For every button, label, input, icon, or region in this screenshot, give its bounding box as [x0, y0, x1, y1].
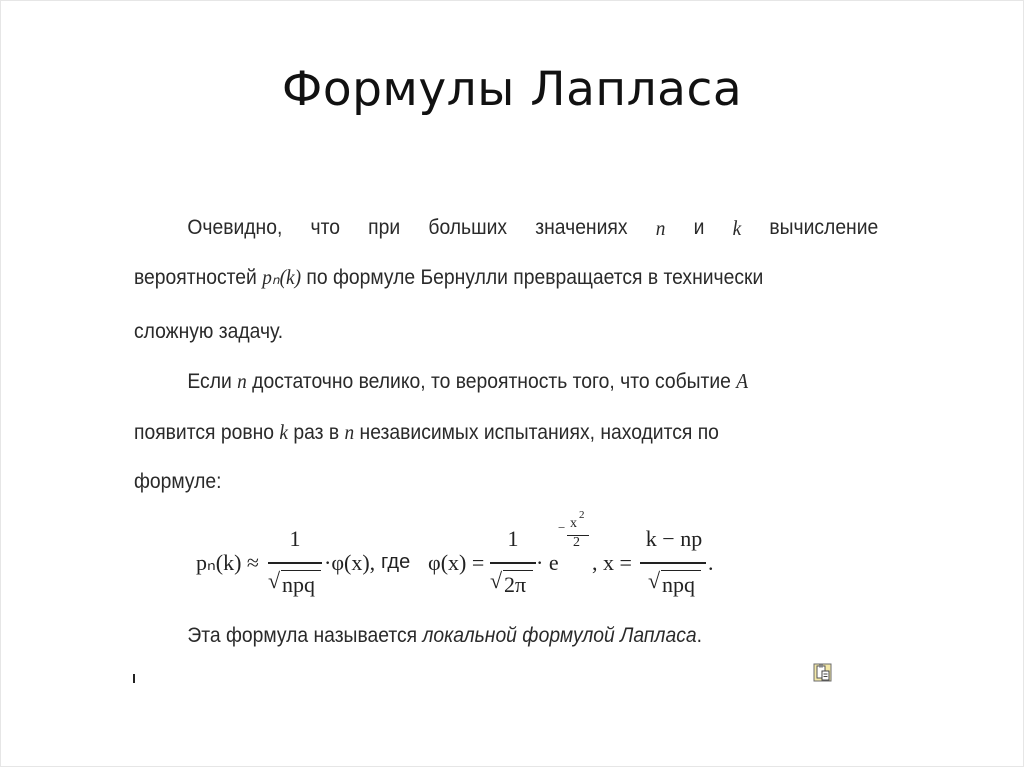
paragraph-1-line-1 — [187, 216, 878, 241]
text-cursor-mark — [133, 674, 135, 683]
slide-title: Формулы Лапласа — [281, 62, 743, 117]
text-span: появится ровно — [134, 421, 275, 444]
math-n: n — [655, 216, 666, 240]
fraction-1-bar — [268, 562, 322, 564]
clipboard-icon — [813, 663, 832, 682]
text-span: Эта формула называется — [187, 624, 418, 647]
exp-minus: − — [558, 520, 566, 535]
text-span: независимых испытаниях, находится по — [359, 421, 719, 444]
exp-denominator: 2 — [573, 535, 580, 550]
paragraph-2-line-3: формуле: — [134, 470, 222, 493]
formula-end: . — [708, 550, 714, 575]
math-pnk: pₙ(k) — [262, 265, 302, 289]
exp-base: · e — [536, 550, 559, 575]
sqrt-sign: √ — [648, 568, 661, 593]
word: значениях — [535, 216, 628, 239]
math-n: n — [344, 420, 355, 444]
formula-phi-x: ·φ(x), — [324, 550, 376, 575]
word: вычисление — [769, 216, 879, 239]
exp-superscript: 2 — [579, 509, 585, 521]
exp-numerator: x — [570, 516, 577, 531]
word: при — [368, 216, 401, 239]
sqrt-sign: √ — [490, 568, 503, 593]
fraction-2-denominator: 2π — [504, 572, 527, 597]
word: больших — [428, 216, 508, 239]
italic-term: локальной формулой Лапласа — [422, 624, 697, 647]
math-k: k — [279, 420, 288, 444]
text-span: достаточно велико, то вероятность того, что событие — [252, 370, 731, 393]
text-span: Если — [187, 370, 232, 393]
text-span: . — [696, 624, 702, 647]
math-A: A — [736, 369, 749, 393]
text-span: вероятностей — [134, 266, 257, 289]
text-span: раз в — [293, 421, 340, 444]
paragraph-1-line-2 — [134, 265, 763, 290]
formula-phi-def: φ(x) = — [428, 550, 485, 575]
paragraph-2-line-2 — [134, 420, 719, 445]
sqrt-sign: √ — [268, 568, 281, 593]
word: что — [310, 216, 340, 239]
fraction-1-numerator: 1 — [289, 526, 301, 551]
fraction-2-numerator: 1 — [507, 526, 519, 551]
fraction-1-denominator: npq — [282, 572, 315, 597]
paragraph-2-line-1 — [187, 369, 748, 394]
formula-x-def: , x = — [592, 550, 632, 575]
paragraph-1-line-3: сложную задачу. — [134, 320, 284, 343]
fraction-2-bar — [490, 562, 536, 564]
math-k: k — [732, 216, 742, 240]
word: Очевидно, — [187, 216, 283, 239]
formula-lhs: pₙ(k) ≈ — [196, 550, 259, 575]
fraction-3-denominator: npq — [662, 572, 695, 597]
paragraph-3 — [187, 624, 702, 648]
formula-gde: где — [381, 551, 411, 573]
word: и — [693, 216, 705, 239]
text-span: по формуле Бернулли превращается в технически — [306, 266, 764, 289]
fraction-3-bar — [640, 562, 706, 564]
fraction-3-numerator: k − np — [645, 526, 703, 551]
math-n: n — [237, 369, 247, 393]
